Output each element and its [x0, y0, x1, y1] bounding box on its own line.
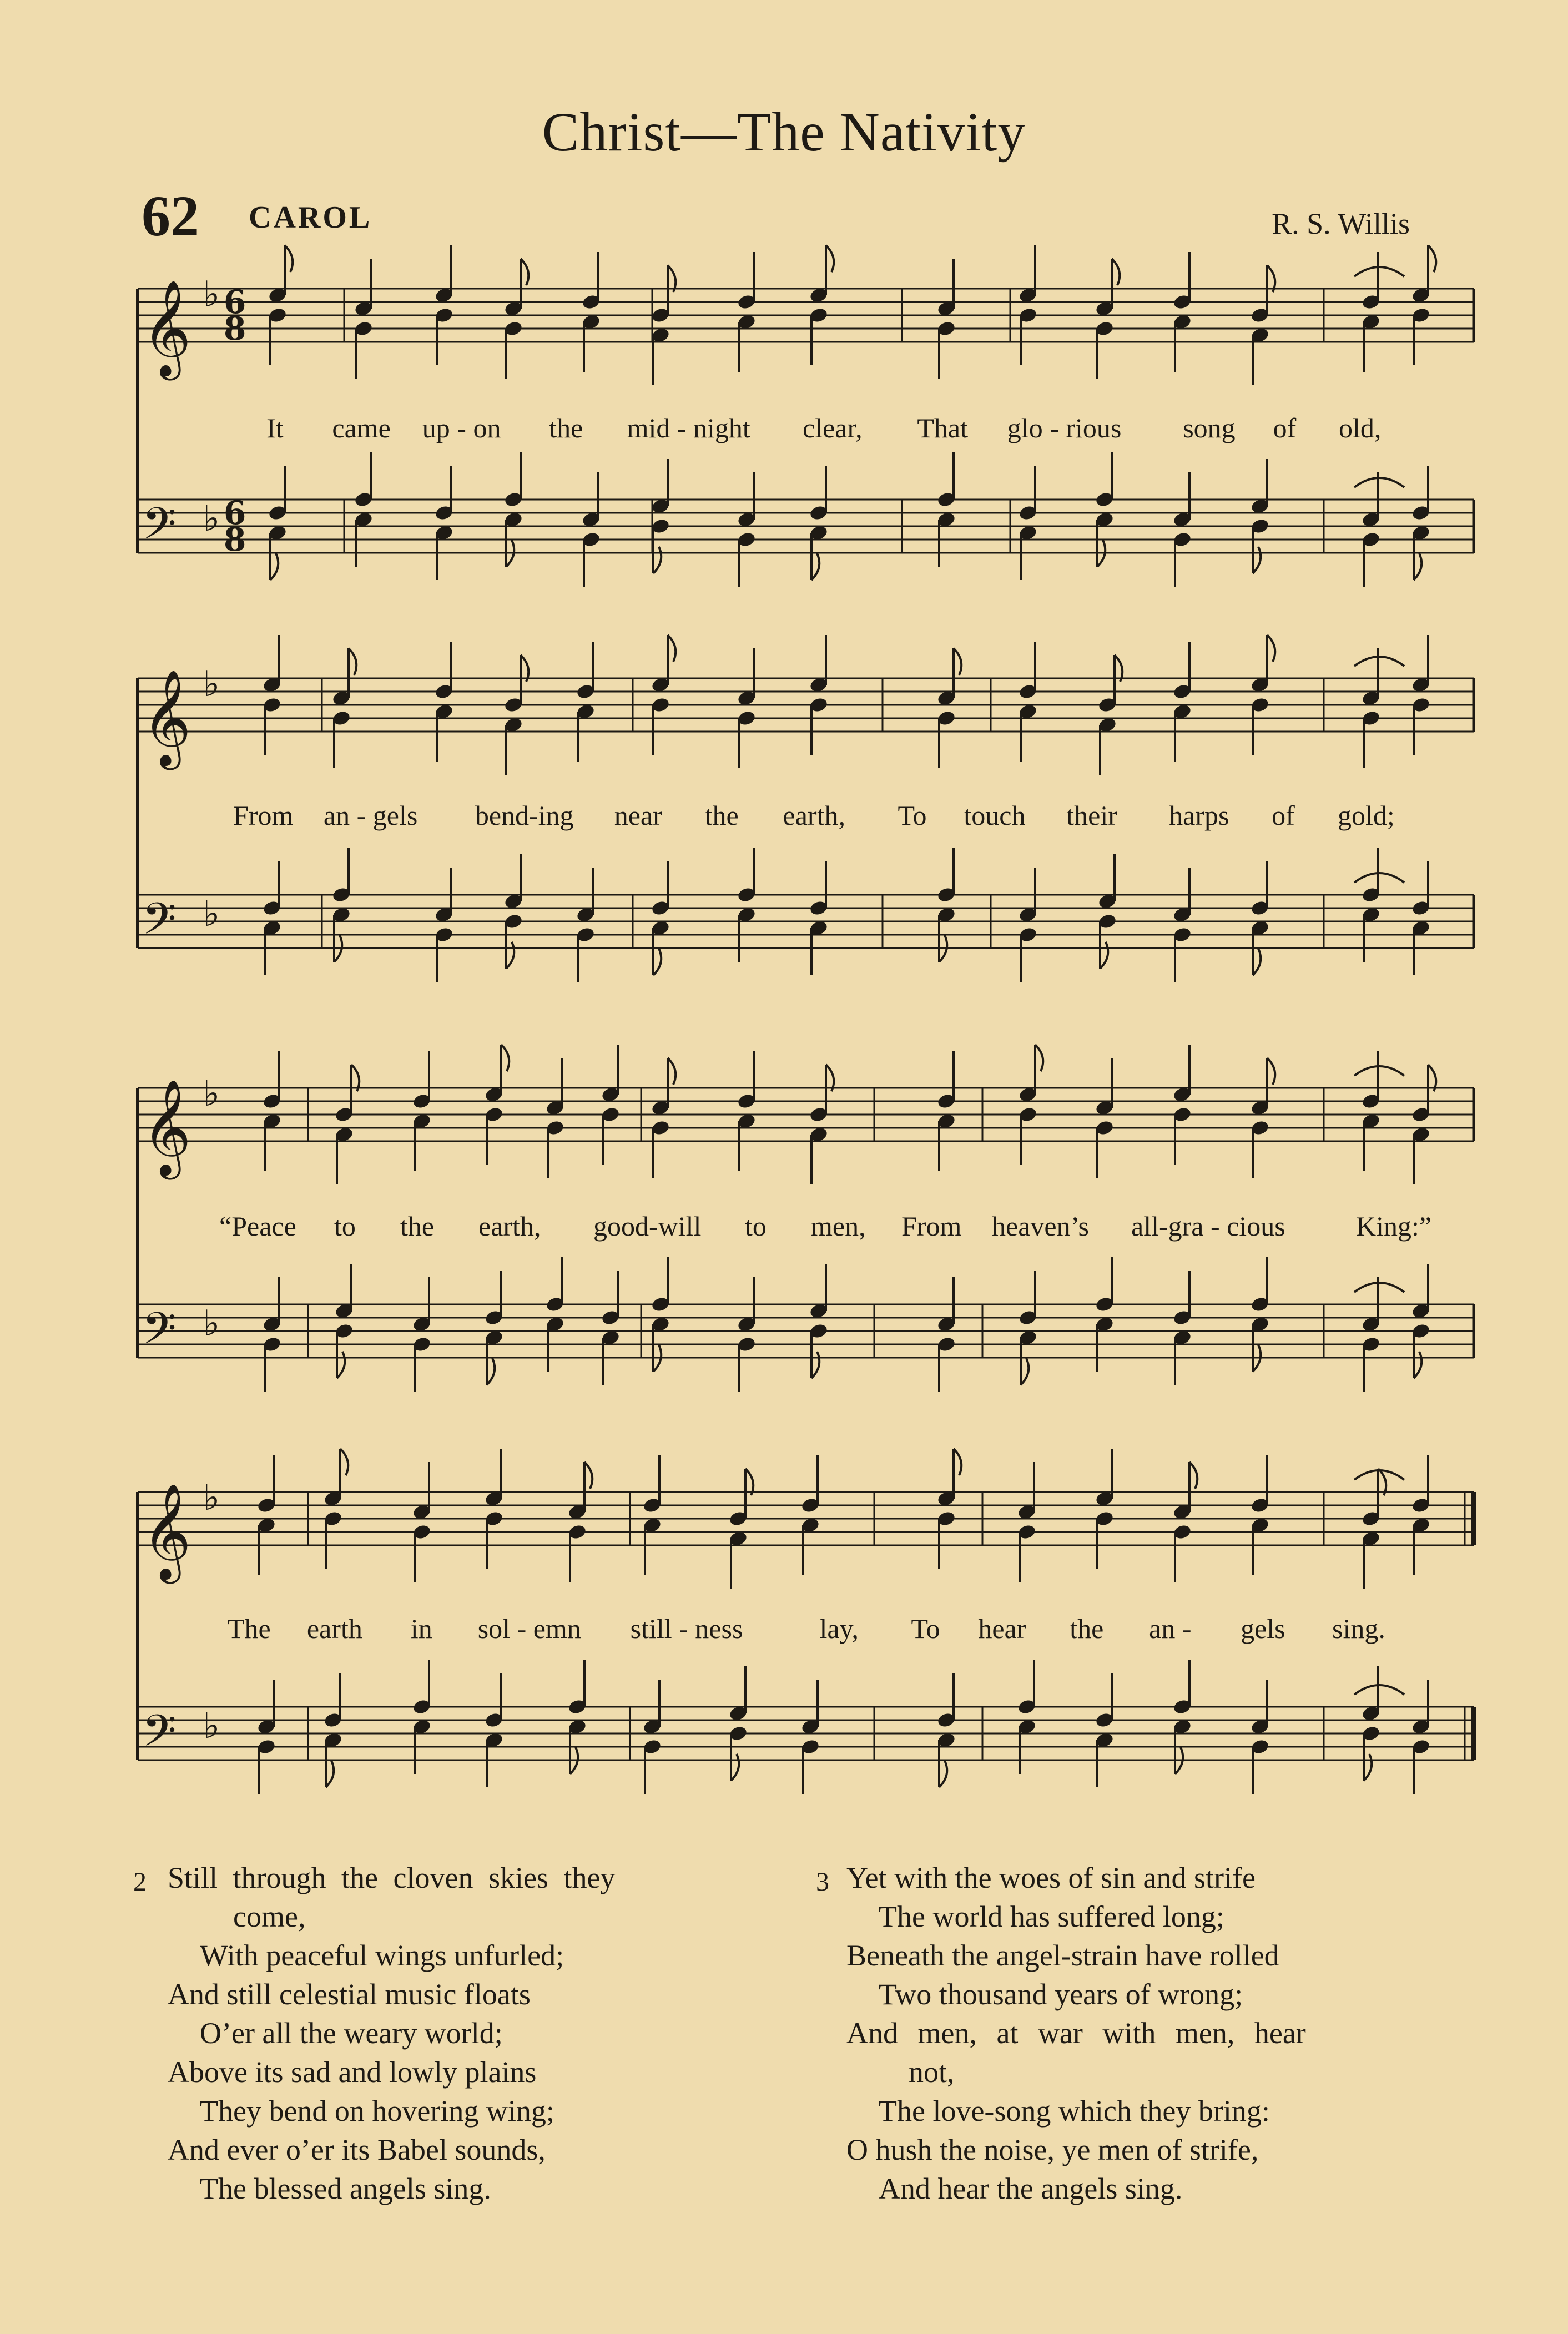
lyric-syllable: their: [1066, 800, 1117, 831]
verse-line: They bend on hovering wing;: [200, 2094, 554, 2128]
lyric-syllable: harps: [1169, 800, 1229, 831]
time-signature-bottom: 8: [224, 310, 246, 347]
bass-clef-icon: 𝄢: [142, 1303, 177, 1365]
lyric-syllable: earth,: [783, 800, 845, 831]
lyric-syllable: touch: [964, 800, 1026, 831]
treble-clef-icon: 𝄞: [142, 1079, 191, 1176]
note-flag: [811, 553, 819, 580]
lyric-syllable: song: [1183, 412, 1236, 443]
treble-clef-icon: 𝄞: [142, 1483, 191, 1580]
lyric-syllable: good-will: [593, 1211, 702, 1242]
lyric-syllable: From: [901, 1211, 962, 1242]
flat-sign-icon: ♭: [203, 1478, 220, 1519]
verse-line: O hush the noise, ye men of strife,: [846, 2133, 1259, 2166]
lyric-syllable: up - on: [422, 412, 501, 443]
lyric-syllable: gels: [1241, 1613, 1285, 1644]
note-flag: [1021, 1358, 1028, 1385]
lyric-syllable: an - gels: [323, 800, 418, 831]
note-flag: [653, 949, 661, 975]
treble-clef-icon: 𝄞: [142, 280, 191, 376]
lyric-syllable: in: [410, 1613, 432, 1644]
note-flag: [506, 942, 514, 969]
lyric-syllable: all-gra - cious: [1131, 1211, 1285, 1242]
note-flag: [954, 648, 961, 675]
flat-sign-icon: ♭: [203, 664, 220, 705]
bass-clef-icon: 𝄢: [142, 1705, 177, 1767]
note-flag: [1414, 553, 1421, 580]
lyric-syllable: To: [911, 1613, 940, 1644]
note-flag: [954, 1449, 961, 1475]
flat-sign-icon: ♭: [203, 498, 220, 540]
verse-line: Two thousand years of wrong;: [879, 1978, 1243, 2011]
verse-3: [816, 1858, 1306, 2208]
verse-line: not,: [909, 2055, 955, 2089]
note-flag: [668, 635, 675, 662]
lyric-syllable: to: [745, 1211, 767, 1242]
note-flag: [1253, 949, 1261, 975]
note-flag: [521, 259, 528, 285]
flat-sign-icon: ♭: [203, 274, 220, 315]
page-title: Christ—The Nativity: [542, 101, 1026, 163]
verse-line: And hear the angels sing.: [879, 2172, 1183, 2205]
lyric-syllable: of: [1272, 800, 1295, 831]
verse-line: With peaceful wings unfurled;: [200, 1939, 564, 1972]
lyric-syllable: It: [266, 412, 284, 443]
verse-number: 2: [133, 1867, 147, 1897]
verse-2: [133, 1858, 615, 2208]
lyric-syllable: the: [1070, 1613, 1104, 1644]
bass-clef-icon: 𝄢: [142, 893, 177, 955]
lyric-syllable: hear: [978, 1613, 1026, 1644]
flat-sign-icon: ♭: [203, 1706, 220, 1747]
note-flag: [326, 1761, 334, 1787]
lyric-syllable: To: [898, 800, 927, 831]
lyric-syllable: old,: [1339, 412, 1382, 443]
verse-line: The blessed angels sing.: [200, 2172, 491, 2205]
flat-sign-icon: ♭: [203, 1303, 220, 1344]
note-flag: [1267, 635, 1275, 662]
note-flag: [584, 1462, 592, 1489]
verse-line: The love-song which they bring:: [879, 2094, 1270, 2128]
note-flag: [340, 1449, 348, 1475]
lyric-syllable: “Peace: [219, 1211, 296, 1242]
lyric-syllable: heaven’s: [992, 1211, 1089, 1242]
note-flag: [939, 1761, 947, 1787]
verse-line: And ever o’er its Babel sounds,: [168, 2133, 546, 2166]
lyric-syllable: lay,: [819, 1613, 859, 1644]
note-flag: [826, 245, 834, 272]
lyric-syllable: The: [228, 1613, 271, 1644]
verse-number: 3: [816, 1867, 829, 1897]
lyric-syllable: of: [1273, 412, 1297, 443]
lyric-syllable: gold;: [1338, 800, 1395, 831]
note-flag: [668, 1058, 675, 1085]
lyric-syllable: near: [614, 800, 662, 831]
note-flag: [487, 1358, 495, 1385]
lyric-syllable: mid - night: [627, 412, 750, 443]
note-flag: [1414, 1352, 1421, 1378]
lyric-syllable: men,: [811, 1211, 866, 1242]
tune-name: CAROL: [249, 200, 372, 235]
lyric-syllable: the: [400, 1211, 435, 1242]
verse-line: O’er all the weary world;: [200, 2017, 503, 2050]
lyric-syllable: an -: [1149, 1613, 1192, 1644]
note-flag: [653, 547, 661, 573]
note-flag: [1189, 1462, 1197, 1489]
time-signature-bottom: 8: [224, 521, 246, 558]
verse-line: Still through the cloven skies they: [168, 1861, 616, 1894]
verse-line: And still celestial music floats: [168, 1978, 531, 2011]
verse-line: come,: [233, 1900, 306, 1933]
note-flag: [1364, 1754, 1372, 1781]
note-flag: [811, 1352, 819, 1378]
composer: R. S. Willis: [1272, 207, 1410, 240]
verse-line: Yet with the woes of sin and strife: [846, 1861, 1256, 1894]
lyric-syllable: bend-ing: [475, 800, 574, 831]
note-flag: [1100, 942, 1108, 969]
verse-line: Above its sad and lowly plains: [168, 2055, 537, 2089]
verse-line: Beneath the angel-strain have rolled: [846, 1939, 1279, 1972]
flat-sign-icon: ♭: [203, 1073, 220, 1115]
lyric-syllable: the: [549, 412, 583, 443]
note-flag: [270, 553, 278, 580]
lyric-syllable: glo - rious: [1007, 412, 1122, 443]
lyric-syllable: That: [917, 412, 969, 443]
time-signature-top: 6: [224, 283, 246, 321]
verse-line: The world has suffered long;: [879, 1900, 1224, 1933]
lyric-syllable: came: [332, 412, 391, 443]
note-flag: [1267, 1058, 1275, 1085]
lyric-syllable: From: [233, 800, 294, 831]
note-flag: [285, 245, 293, 272]
note-flag: [1253, 547, 1261, 573]
time-signature-top: 6: [224, 494, 246, 532]
note-flag: [337, 1352, 345, 1378]
bass-clef-icon: 𝄢: [142, 498, 177, 560]
lyric-syllable: the: [704, 800, 739, 831]
note-flag: [1428, 245, 1436, 272]
note-flag: [731, 1754, 739, 1781]
lyric-syllable: King:”: [1356, 1211, 1432, 1242]
note-flag: [501, 1045, 509, 1071]
lyric-syllable: to: [334, 1211, 356, 1242]
note-flag: [1035, 1045, 1043, 1071]
lyric-syllable: earth,: [478, 1211, 541, 1242]
hymn-number: 62: [142, 184, 199, 248]
lyric-syllable: clear,: [803, 412, 863, 443]
flat-sign-icon: ♭: [203, 894, 220, 935]
verse-line: And men, at war with men, hear: [846, 2017, 1306, 2050]
note-flag: [1112, 259, 1120, 285]
treble-clef-icon: 𝄞: [142, 669, 191, 766]
lyric-syllable: sing.: [1332, 1613, 1385, 1644]
lyric-syllable: sol - emn: [477, 1613, 581, 1644]
note-flag: [349, 648, 356, 675]
lyric-syllable: earth: [306, 1613, 362, 1644]
lyric-syllable: still - ness: [630, 1613, 743, 1644]
